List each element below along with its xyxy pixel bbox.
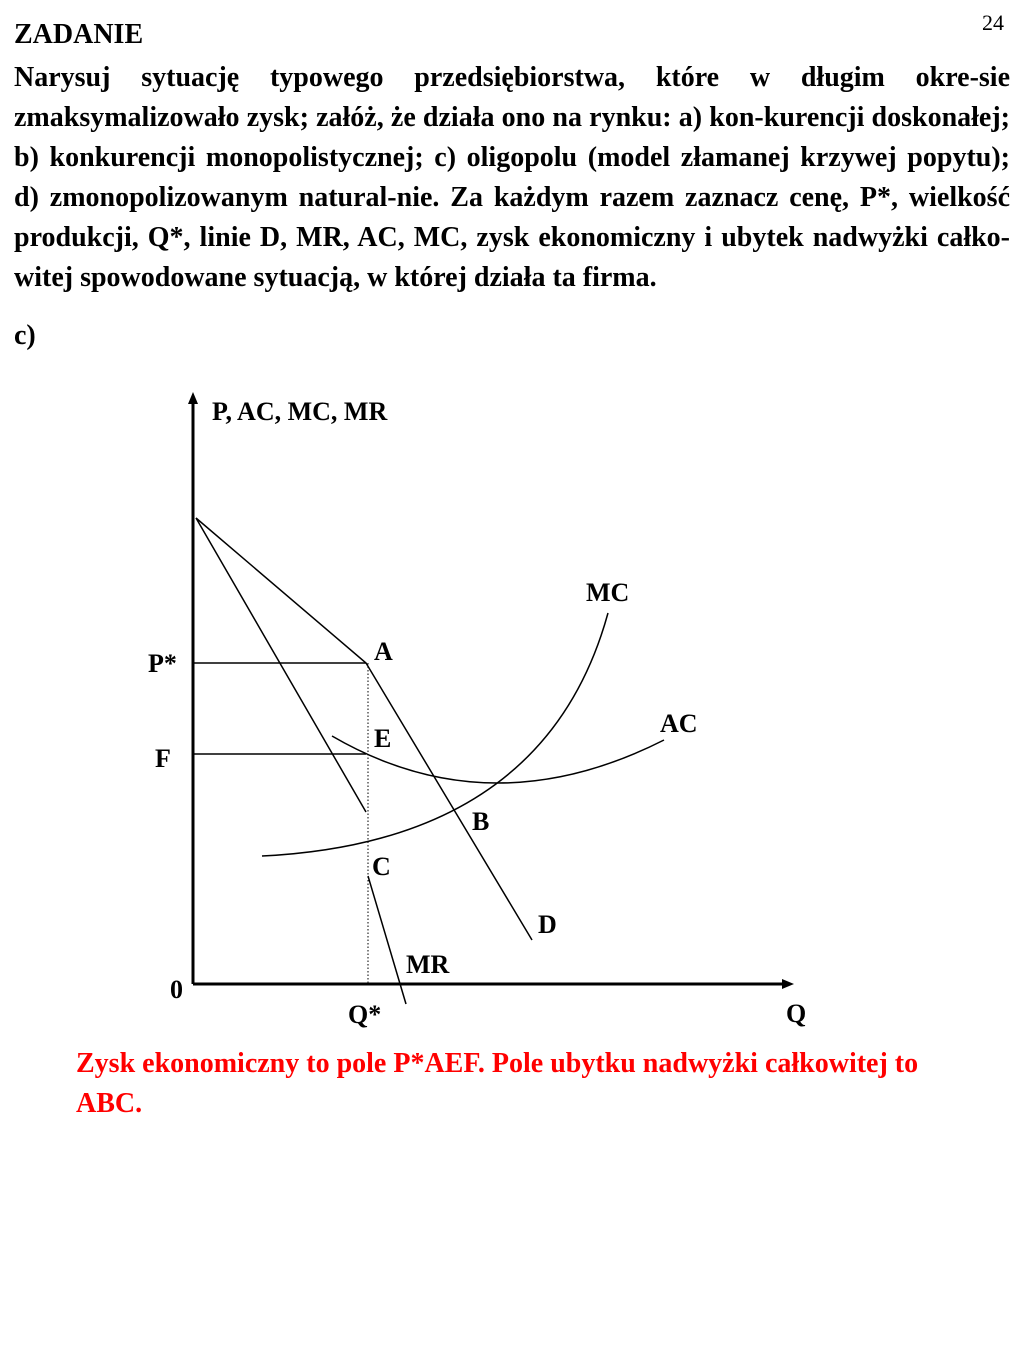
mr-curve-upper: [196, 518, 366, 812]
point-b-label: B: [472, 807, 490, 836]
x-axis-label: Q: [786, 999, 807, 1028]
kinked-demand-diagram: [100, 380, 840, 1040]
price-label: P*: [148, 649, 177, 678]
task-title: ZADANIE: [14, 19, 144, 50]
point-c-label: C: [372, 852, 391, 881]
conclusion-text: Zysk ekonomiczny to pole P*AEF. Pole ubytku nadwyżki całkowitej to ABC.: [76, 1048, 919, 1119]
demand-label: D: [538, 910, 557, 939]
point-e-label: E: [374, 724, 392, 753]
mc-curve: [262, 613, 608, 856]
origin-label: 0: [170, 975, 183, 1004]
mr-label: MR: [406, 950, 450, 979]
point-a-label: A: [374, 637, 393, 666]
demand-curve: [196, 518, 532, 940]
part-label: c): [14, 320, 36, 351]
cost-label: F: [155, 744, 171, 773]
task-body: Narysuj sytuację typowego przedsiębiorstwa, które w długim okre-sie zmaksymalizowało zysk; załóż, że działa ono na rynku: a) kon-kurencji doskonałej; b) konkurencji monopolistycznej; c) oligopolu (model złamanej krzywej popytu); d) zmonopolizowanym natural-nie. Za każdym razem zaznacz cenę, P*, wielkość produkcji, Q*, linie D, MR, AC, MC, zysk ekonomiczny i ubytek nadwyżki całko-witej spowodowane sytuacją, w której działa ta firma.: [14, 62, 1010, 293]
mc-label: MC: [586, 578, 630, 607]
quantity-label: Q*: [348, 1000, 382, 1029]
y-axis-label: P, AC, MC, MR: [212, 397, 388, 426]
ac-label: AC: [660, 709, 698, 738]
page-number: 24: [982, 10, 1004, 35]
